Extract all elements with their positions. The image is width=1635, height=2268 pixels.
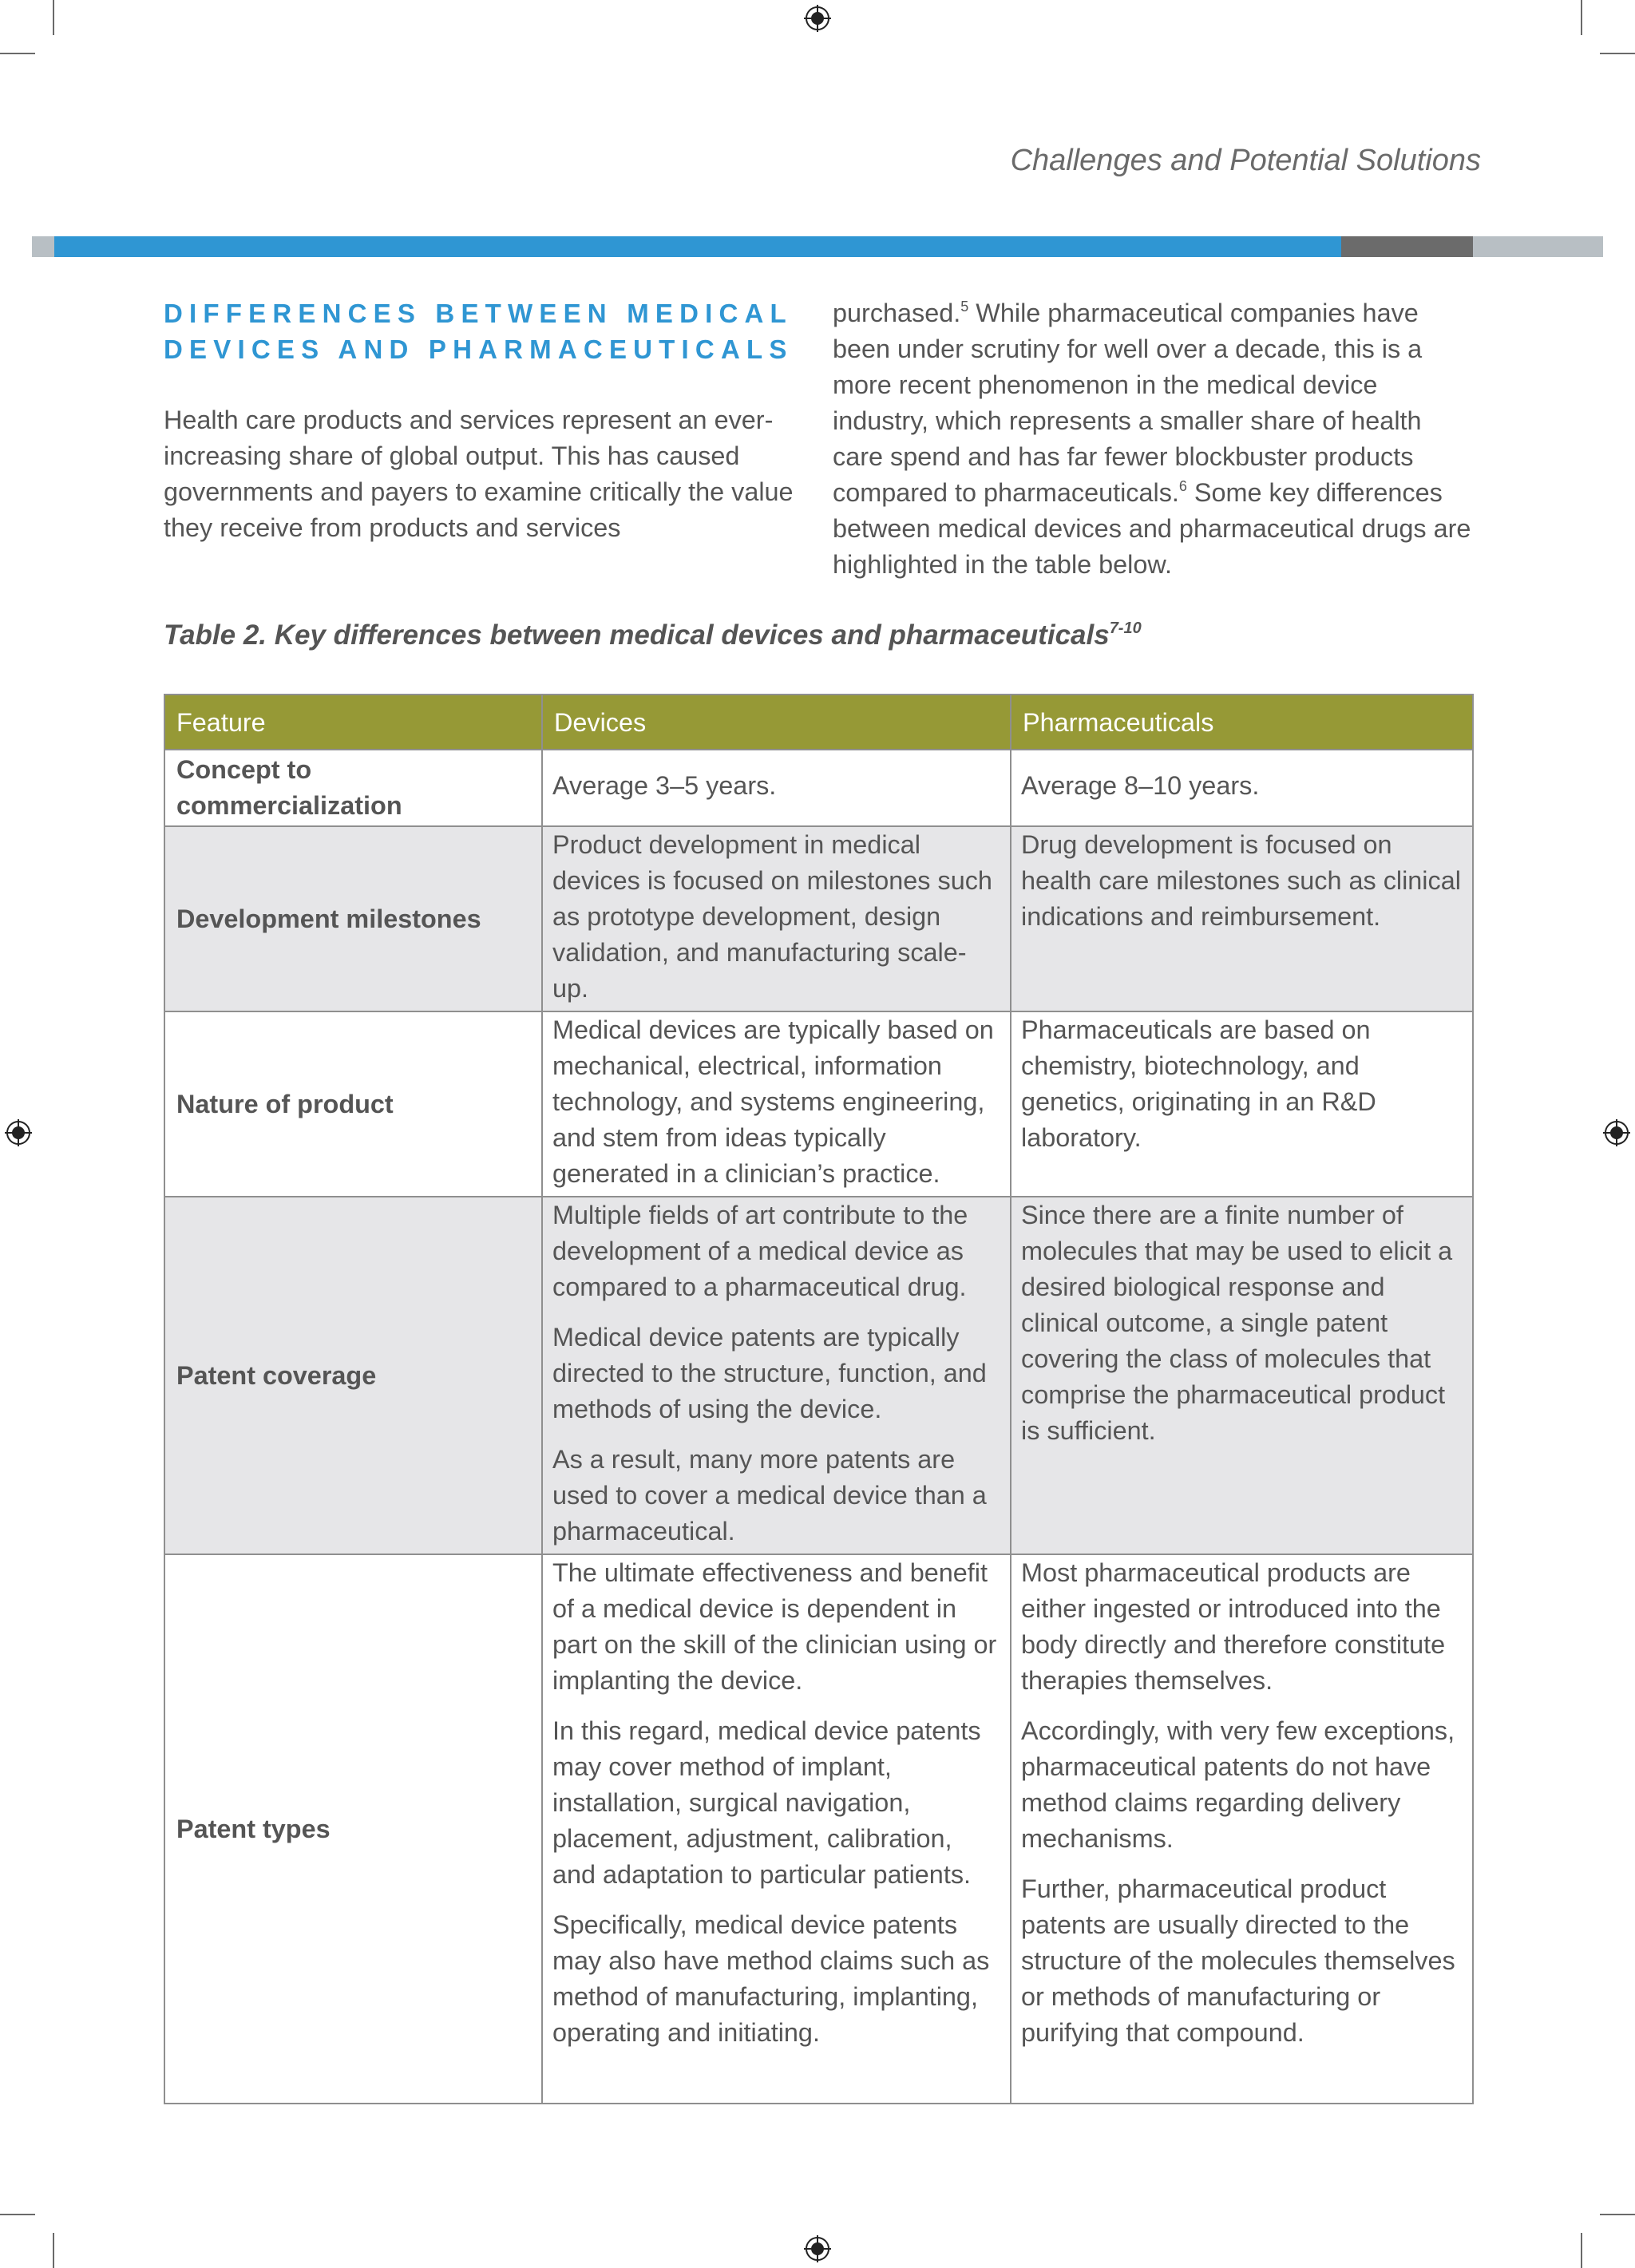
pharma-text: Accordingly, with very few exceptions, pharmaceutical patents do not have method claims regarding delivery mechanisms. xyxy=(1021,1716,1455,1853)
intro-paragraph: Health care products and services represent an ever-increasing share of global output. This has caused governments and payers to examine critically the value they receive from products and services xyxy=(164,406,794,542)
paragraph-text: purchased. xyxy=(833,299,961,327)
table-caption-text: Table 2. Key differences between medical devices and pharmaceuticals xyxy=(164,619,1110,651)
column-header-feature: Feature xyxy=(164,695,542,750)
devices-text: Medical devices are typically based on mechanical, electrical, information technology, and systems engineering, and stem from ideas typically generated in a clinician’s practice. xyxy=(552,1015,994,1188)
feature-label: Patent types xyxy=(176,1814,331,1843)
footnote-ref: 6 xyxy=(1178,478,1187,494)
devices-text: As a result, many more patents are used to cover a medical device than a pharmaceutical. xyxy=(552,1445,987,1546)
header-band-segment xyxy=(54,236,1341,257)
devices-text: The ultimate effectiveness and benefit of a medical device is dependent in part on the skill of the clinician using or implanting the device. xyxy=(552,1558,997,1695)
crop-mark xyxy=(1581,2233,1582,2268)
devices-text: In this regard, medical device patents may cover method of implant, installation, surgical navigation, placement, adjustment, calibration, and adaptation to particular patients. xyxy=(552,1716,981,1889)
pharma-text: Drug development is focused on health care milestones such as clinical indications and reimbursement. xyxy=(1021,830,1461,931)
table-row xyxy=(164,1554,1473,2104)
registration-mark-icon xyxy=(5,1119,32,1146)
right-column xyxy=(833,295,1475,583)
devices-text: Medical device patents are typically directed to the structure, function, and methods of using the device. xyxy=(552,1323,987,1423)
devices-cell xyxy=(542,750,1011,826)
pharma-cell xyxy=(1011,1554,1473,2104)
crop-mark xyxy=(53,2233,54,2268)
feature-label: Concept to commercialization xyxy=(176,755,402,820)
header-band-segment xyxy=(32,236,54,257)
table-row xyxy=(164,1197,1473,1554)
feature-cell xyxy=(164,750,542,826)
devices-text: Product development in medical devices is focused on milestones such as prototype development, design validation, and manufacturing scale-up. xyxy=(552,830,992,1003)
devices-text: Average 3–5 years. xyxy=(552,771,777,800)
registration-mark-icon xyxy=(804,2235,831,2262)
feature-cell xyxy=(164,1554,542,2104)
registration-mark-icon xyxy=(1603,1119,1630,1146)
feature-label: Development milestones xyxy=(176,904,481,933)
feature-label: Nature of product xyxy=(176,1089,394,1118)
column-header-pharmaceuticals: Pharmaceuticals xyxy=(1011,695,1473,750)
table-row xyxy=(164,1011,1473,1197)
pharma-cell xyxy=(1011,750,1473,826)
pharma-cell xyxy=(1011,1011,1473,1197)
table-row xyxy=(164,826,1473,1011)
feature-cell xyxy=(164,826,542,1011)
crop-mark xyxy=(0,53,35,54)
section-heading: DIFFERENCES BETWEEN MEDICAL DEVICES AND PHARMACEUTICALS xyxy=(164,299,794,364)
registration-mark-icon xyxy=(804,5,831,32)
paragraph-text: While pharmaceutical companies have been under scrutiny for well over a decade, this is a more recent phenomenon in the medical device industry, which represents a smaller share of health care spend and has far fewer blockbuster products compared to pharmaceuticals. xyxy=(833,299,1423,507)
pharma-text: Since there are a finite number of molecules that may be used to elicit a desired biological response and clinical outcome, a single patent covering the class of molecules that comprise the pharmaceutical product is sufficient. xyxy=(1021,1201,1453,1445)
crop-mark xyxy=(0,2214,35,2215)
devices-text: Multiple fields of art contribute to the development of a medical device as compared to a pharmaceutical drug. xyxy=(552,1201,968,1301)
feature-label: Patent coverage xyxy=(176,1360,377,1390)
pharma-cell xyxy=(1011,1197,1473,1554)
pharma-text: Further, pharmaceutical product patents are usually directed to the structure of the molecules themselves or methods of manufacturing or purifying that compound. xyxy=(1021,1874,1455,2047)
devices-cell xyxy=(542,826,1011,1011)
footnote-ref: 5 xyxy=(960,299,969,315)
crop-mark xyxy=(53,0,54,35)
devices-cell xyxy=(542,1197,1011,1554)
left-column xyxy=(164,295,802,546)
crop-mark xyxy=(1581,0,1582,35)
table-row xyxy=(164,750,1473,826)
pharma-text: Average 8–10 years. xyxy=(1021,771,1260,800)
paragraph-text: Some key differences between medical devices and pharmaceutical drugs are highlighted in the table below. xyxy=(833,478,1471,579)
header-band-segment xyxy=(1341,236,1473,257)
devices-cell xyxy=(542,1554,1011,2104)
crop-mark xyxy=(1600,2214,1635,2215)
feature-cell xyxy=(164,1011,542,1197)
table-caption xyxy=(164,619,1142,651)
running-header-title: Challenges and Potential Solutions xyxy=(1010,144,1481,177)
pharma-text: Pharmaceuticals are based on chemistry, biotechnology, and genetics, originating in an R&D laboratory. xyxy=(1021,1015,1376,1152)
continued-paragraph xyxy=(833,295,1475,583)
table-caption-refs: 7-10 xyxy=(1109,619,1142,637)
header-band-segment xyxy=(1473,236,1603,257)
pharma-cell xyxy=(1011,826,1473,1011)
devices-cell xyxy=(542,1011,1011,1197)
crop-mark xyxy=(1600,53,1635,54)
pharma-text: Most pharmaceutical products are either ingested or introduced into the body directly and therefore constitute therapies themselves. xyxy=(1021,1558,1446,1695)
column-header-devices: Devices xyxy=(542,695,1011,750)
feature-cell xyxy=(164,1197,542,1554)
comparison-table xyxy=(164,694,1474,2104)
table-header-row xyxy=(164,695,1473,750)
devices-text: Specifically, medical device patents may also have method claims such as method of manufacturing, implanting, operating and initiating. xyxy=(552,1910,990,2047)
